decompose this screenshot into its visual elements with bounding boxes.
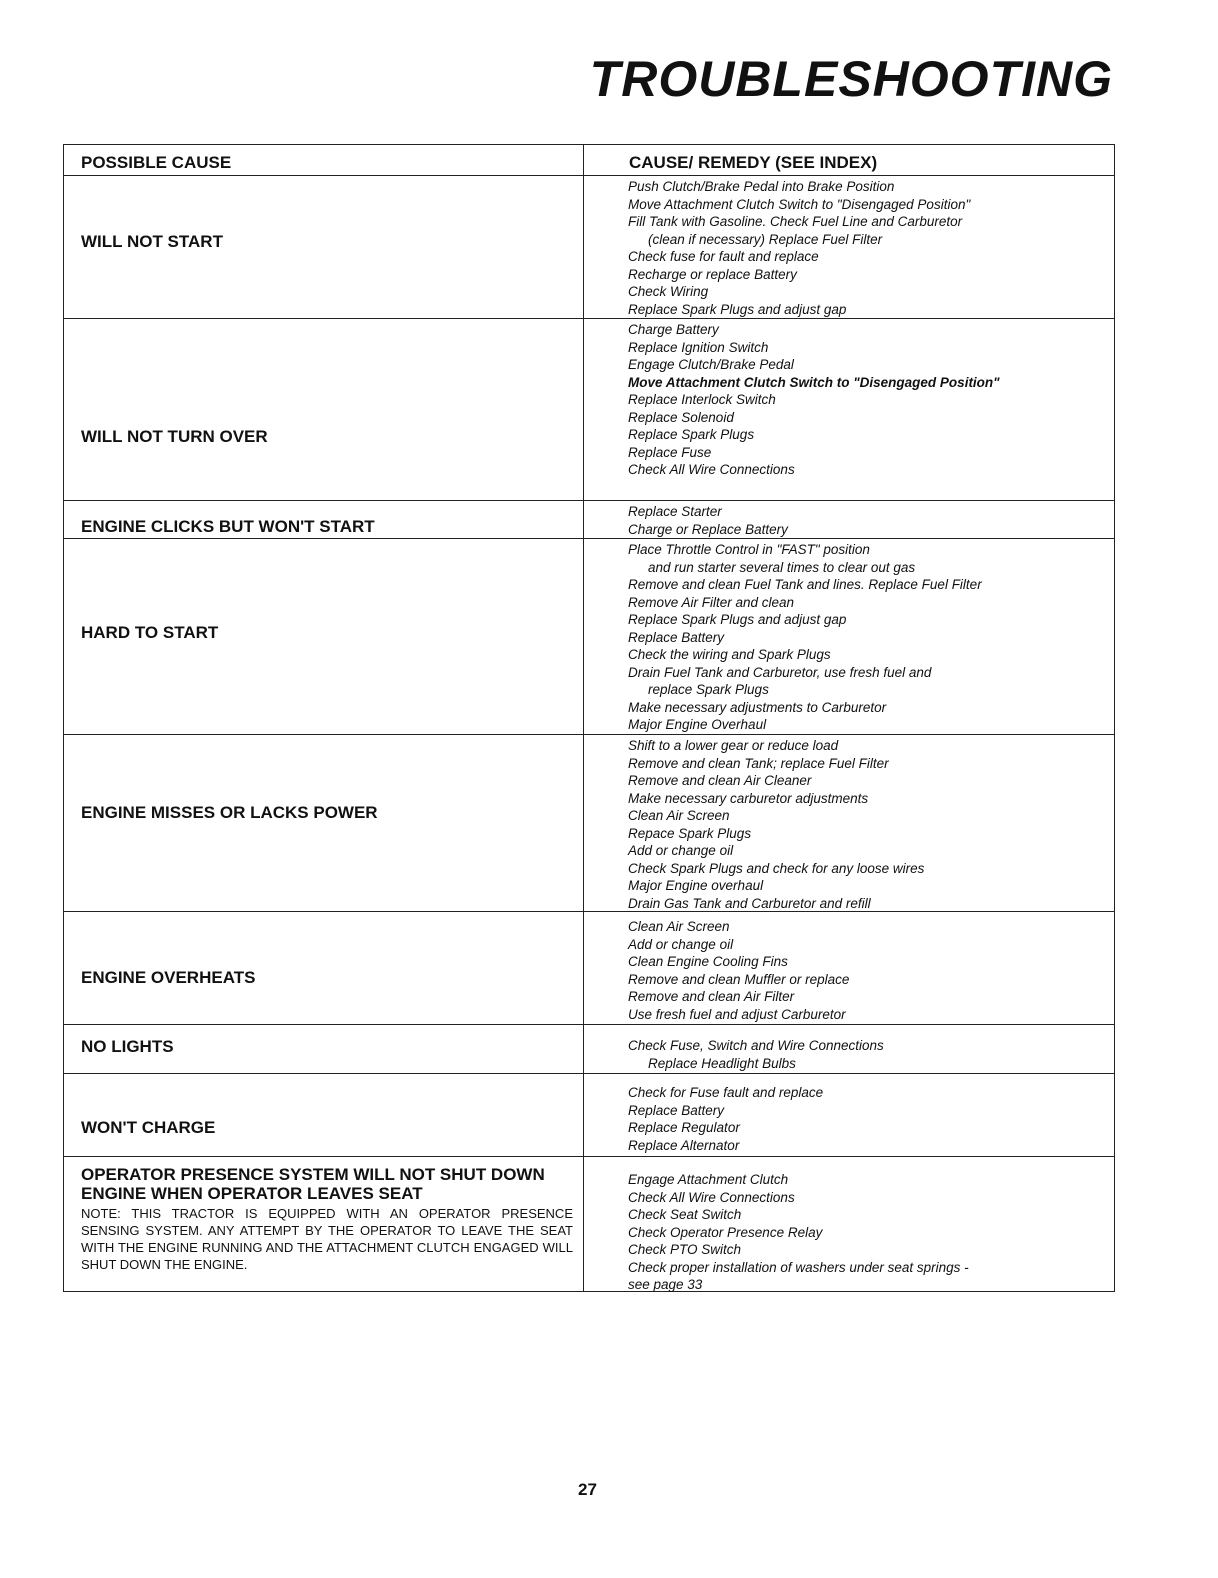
remedy-item: Move Attachment Clutch Switch to "Disengaged Position" [628, 196, 971, 212]
remedy-item: Check PTO Switch [628, 1242, 742, 1257]
remedy-item: Major Engine overhaul [628, 878, 764, 893]
table-row [64, 1157, 1114, 1291]
remedy-item: Check Wiring [628, 284, 709, 299]
cause-label: WILL NOT TURN OVER [81, 427, 268, 446]
remedy-list [584, 501, 1114, 538]
remedy-item: Clean Air Screen [628, 919, 730, 934]
remedy-item: Replace Battery [628, 629, 725, 645]
cause-label: ENGINE CLICKS BUT WON'T START [81, 517, 375, 536]
cause-label: ENGINE OVERHEATS [81, 968, 256, 987]
remedy-item: Push Clutch/Brake Pedal into Brake Position [628, 179, 895, 194]
table-row [64, 501, 1114, 539]
remedy-item: Remove and clean Tank; replace Fuel Filter [628, 755, 889, 771]
remedy-item: Replace Solenoid [628, 409, 734, 425]
table-row [64, 1025, 1114, 1074]
header-possible-cause: POSSIBLE CAUSE [64, 145, 584, 175]
remedy-item: Replace Fuse [628, 444, 712, 460]
remedy-item: Check Spark Plugs and check for any loose wires [628, 860, 925, 876]
remedy-item: Major Engine Overhaul [628, 717, 767, 732]
remedy-item: Remove and clean Muffler or replace [628, 971, 850, 987]
cause-note: NOTE: THIS TRACTOR IS EQUIPPED WITH AN OPERATOR PRESENCE SENSING SYSTEM. ANY ATTEMPT BY THE OPERATOR TO LEAVE THE SEAT WITH THE ENGINE RUNNING AND THE ATTACHMENT CLUTCH ENGAGED WILL SHUT DOWN THE ENGINE. [81, 1206, 573, 1272]
page-title: TROUBLESHOOTING [589, 51, 1113, 107]
remedy-item: Engage Clutch/Brake Pedal [628, 357, 794, 372]
remedy-item: Check All Wire Connections [628, 1189, 795, 1205]
remedy-item: Replace Starter [628, 504, 722, 519]
remedy-item: replace Spark Plugs [648, 682, 769, 697]
remedy-item: Shift to a lower gear or reduce load [628, 738, 839, 753]
remedy-item: Replace Alternator [628, 1137, 740, 1153]
remedy-item: Replace Spark Plugs and adjust gap [628, 612, 847, 627]
cause-label: OPERATOR PRESENCE SYSTEM WILL NOT SHUT DOWN ENGINE WHEN OPERATOR LEAVES SEAT [81, 1165, 545, 1203]
cause-label: WILL NOT START [81, 232, 223, 251]
table-row [64, 176, 1114, 319]
remedy-item: Remove Air Filter and clean [628, 594, 795, 610]
table-header [64, 145, 1114, 176]
remedy-item: Repace Spark Plugs [628, 825, 752, 841]
remedy-item: Replace Spark Plugs [628, 427, 755, 442]
remedy-item: Make necessary adjustments to Carburetor [628, 699, 887, 715]
remedy-item: Remove and clean Fuel Tank and lines. Replace Fuel Filter [628, 577, 982, 592]
remedy-list [584, 1157, 1114, 1291]
remedy-item: Place Throttle Control in "FAST" position [628, 542, 870, 557]
remedy-item: Check proper installation of washers under seat springs - [628, 1259, 969, 1275]
remedy-item: Add or change oil [628, 936, 734, 952]
remedy-item: Replace Spark Plugs and adjust gap [628, 301, 847, 317]
remedy-item: Check fuse for fault and replace [628, 249, 819, 264]
remedy-item: Recharge or replace Battery [628, 266, 797, 282]
remedy-item: Fill Tank with Gasoline. Check Fuel Line and Carburetor [628, 214, 963, 229]
troubleshooting-table [63, 144, 1115, 1292]
cause-label: WON'T CHARGE [81, 1118, 216, 1137]
remedy-item: and run starter several times to clear out gas [648, 559, 916, 575]
remedy-list [584, 319, 1114, 500]
remedy-item: Check Fuse, Switch and Wire Connections [628, 1038, 884, 1053]
cause-label: NO LIGHTS [81, 1037, 174, 1056]
remedy-item: Make necessary carburetor adjustments [628, 790, 869, 806]
remedy-item: see page 33 [628, 1277, 703, 1292]
remedy-item: Check the wiring and Spark Plugs [628, 647, 831, 662]
page-number: 27 [578, 1480, 597, 1499]
cause-label: ENGINE MISSES OR LACKS POWER [81, 803, 378, 822]
cause-label: HARD TO START [81, 623, 219, 642]
header-cause-remedy: CAUSE/ REMEDY (SEE INDEX) [629, 153, 878, 172]
remedy-item: Drain Gas Tank and Carburetor and refill [628, 895, 871, 911]
remedy-item: Clean Air Screen [628, 808, 730, 823]
remedy-list [584, 1074, 1114, 1156]
table-row [64, 1074, 1114, 1157]
remedy-item: Use fresh fuel and adjust Carburetor [628, 1006, 846, 1022]
table-row [64, 912, 1114, 1025]
remedy-item: Replace Interlock Switch [628, 392, 776, 407]
remedy-item: Add or change oil [628, 843, 734, 858]
remedy-list [584, 176, 1114, 318]
remedy-item: Charge Battery [628, 322, 719, 337]
remedy-item: Check Operator Presence Relay [628, 1224, 823, 1240]
remedy-item: (clean if necessary) Replace Fuel Filter [648, 231, 883, 247]
remedy-list [584, 735, 1114, 911]
remedy-item: Replace Battery [628, 1102, 725, 1118]
remedy-item: Replace Headlight Bulbs [648, 1055, 796, 1071]
table-row [64, 539, 1114, 735]
remedy-item: Check for Fuse fault and replace [628, 1085, 824, 1100]
remedy-item: Replace Ignition Switch [628, 339, 769, 355]
remedy-item: Remove and clean Air Filter [628, 989, 795, 1004]
remedy-item: Check Seat Switch [628, 1207, 742, 1222]
table-row [64, 319, 1114, 501]
remedy-item: Engage Attachment Clutch [628, 1172, 789, 1187]
remedy-item: Remove and clean Air Cleaner [628, 773, 812, 788]
remedy-item: Replace Regulator [628, 1120, 740, 1135]
remedy-item: Charge or Replace Battery [628, 521, 788, 537]
remedy-list [584, 539, 1114, 734]
remedy-list [584, 1025, 1114, 1073]
remedy-item: Drain Fuel Tank and Carburetor, use fresh fuel and [628, 664, 932, 680]
remedy-item: Check All Wire Connections [628, 462, 795, 477]
table-row [64, 735, 1114, 912]
remedy-list [584, 912, 1114, 1024]
remedy-item: Clean Engine Cooling Fins [628, 954, 788, 969]
remedy-item: Move Attachment Clutch Switch to "Disengaged Position" [628, 374, 1000, 390]
